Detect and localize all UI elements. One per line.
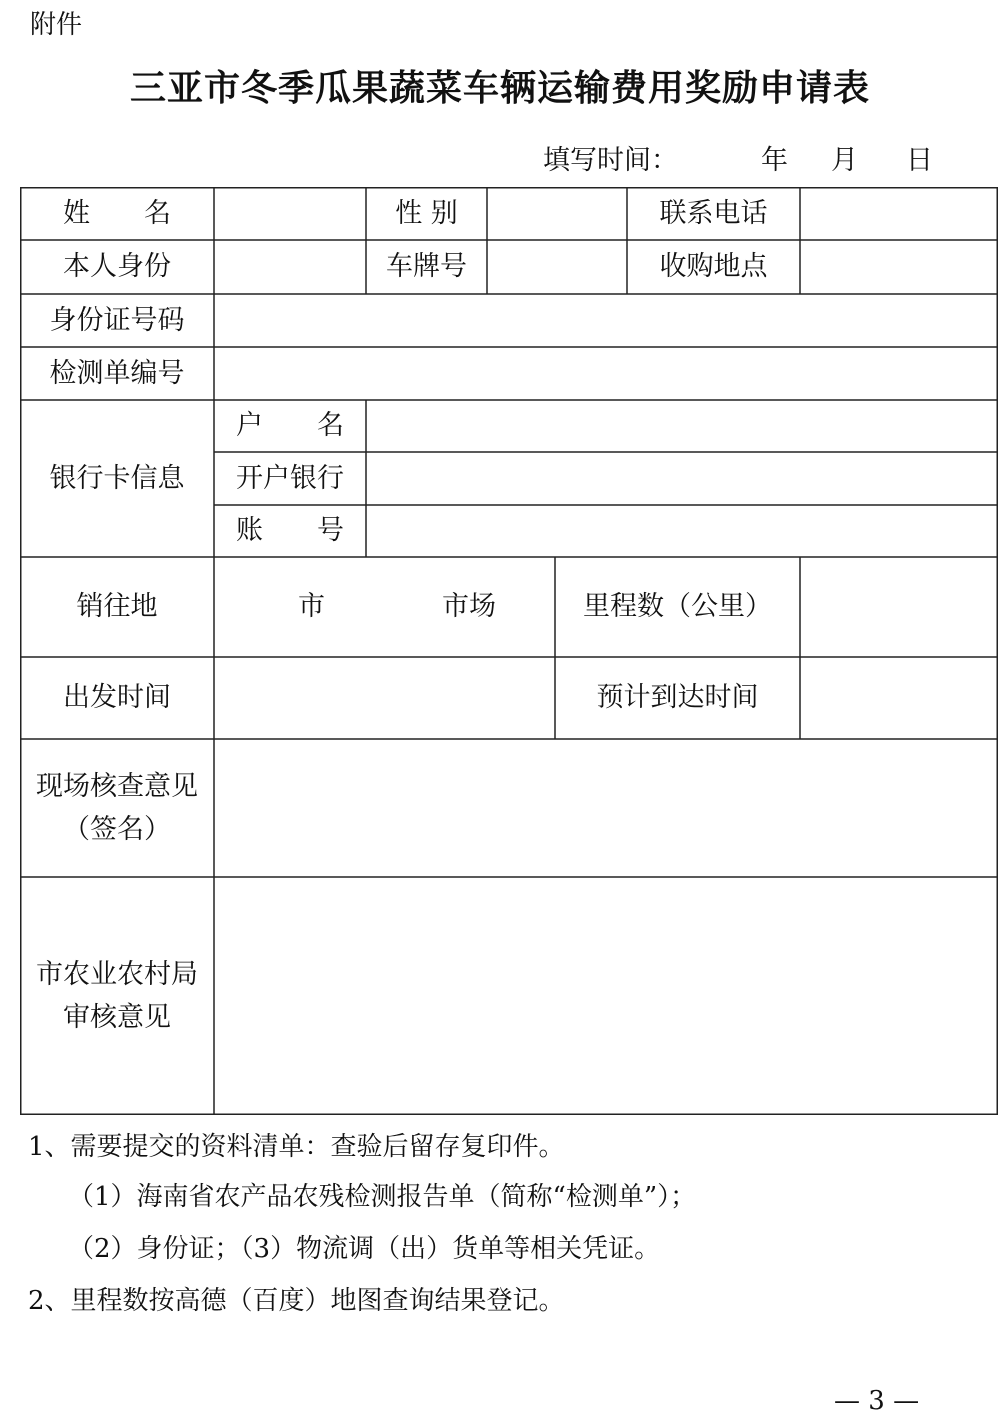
bureau-review-label (20, 877, 214, 1115)
purchase-place-field[interactable] (800, 240, 998, 294)
month-label: 月 (831, 145, 858, 176)
depart-time-field[interactable] (214, 657, 555, 739)
plate-label: 车牌号 (386, 251, 467, 283)
gender-label: 性 别 (395, 197, 458, 229)
id-number-field[interactable] (214, 294, 998, 347)
mileage-label: 里程数（公里） (583, 591, 772, 623)
bureau-review-label-line1: 市农业农村局 (36, 958, 198, 990)
site-check-label-line1: 现场核查意见 (36, 770, 198, 802)
bureau-review-label-line2: 审核意见 (63, 1002, 171, 1033)
note-line-4: 2、里程数按高德（百度）地图查询结果登记。 (28, 1286, 565, 1316)
destination-field[interactable] (214, 557, 555, 657)
note-line-2: （1）海南省农产品农残检测报告单（简称“检测单”）； (68, 1182, 697, 1212)
test-number-label: 检测单编号 (49, 357, 185, 389)
identity-label: 本人身份 (63, 251, 171, 283)
bureau-review-field[interactable] (214, 877, 998, 1115)
test-number-field[interactable] (214, 347, 998, 400)
phone-label: 联系电话 (659, 197, 768, 229)
page-number: — 3 — (834, 1386, 920, 1416)
day-label: 日 (906, 145, 933, 176)
fill-date-label: 填写时间： (543, 145, 678, 176)
account-number-field[interactable] (366, 505, 998, 557)
city-label: 市 (298, 591, 325, 623)
name-label: 姓 名 (63, 197, 171, 229)
name-field[interactable] (214, 187, 366, 240)
account-number-label: 账 号 (236, 515, 344, 547)
bank-label: 开户银行 (236, 462, 344, 494)
bank-info-label: 银行卡信息 (49, 462, 185, 494)
identity-field[interactable] (214, 240, 366, 294)
account-name-field[interactable] (366, 400, 998, 452)
plate-field[interactable] (487, 240, 627, 294)
account-name-label: 户 名 (236, 410, 344, 442)
bank-field[interactable] (366, 452, 998, 505)
site-check-field[interactable] (214, 739, 998, 877)
year-label: 年 (761, 145, 788, 176)
note-line-1: 1、需要提交的资料清单：查验后留存复印件。 (28, 1132, 565, 1162)
id-number-label: 身份证号码 (49, 304, 185, 336)
arrival-time-label: 预计到达时间 (596, 682, 759, 714)
gender-field[interactable] (487, 187, 627, 240)
site-check-label-line2: （签名） (63, 814, 171, 845)
destination-label: 销往地 (76, 591, 158, 623)
arrival-time-field[interactable] (800, 657, 998, 739)
purchase-place-label: 收购地点 (659, 251, 768, 283)
form-title: 三亚市冬季瓜果蔬菜车辆运输费用奖励申请表 (129, 68, 870, 109)
note-line-3: （2）身份证；（3）物流调（出）货单等相关凭证。 (68, 1234, 661, 1264)
site-check-label (20, 739, 214, 877)
application-form-table (20, 187, 998, 1115)
mileage-field[interactable] (800, 557, 998, 657)
depart-time-label: 出发时间 (63, 682, 171, 714)
market-label: 市场 (442, 591, 496, 623)
phone-field[interactable] (800, 187, 998, 240)
attachment-label: 附件 (30, 10, 83, 40)
